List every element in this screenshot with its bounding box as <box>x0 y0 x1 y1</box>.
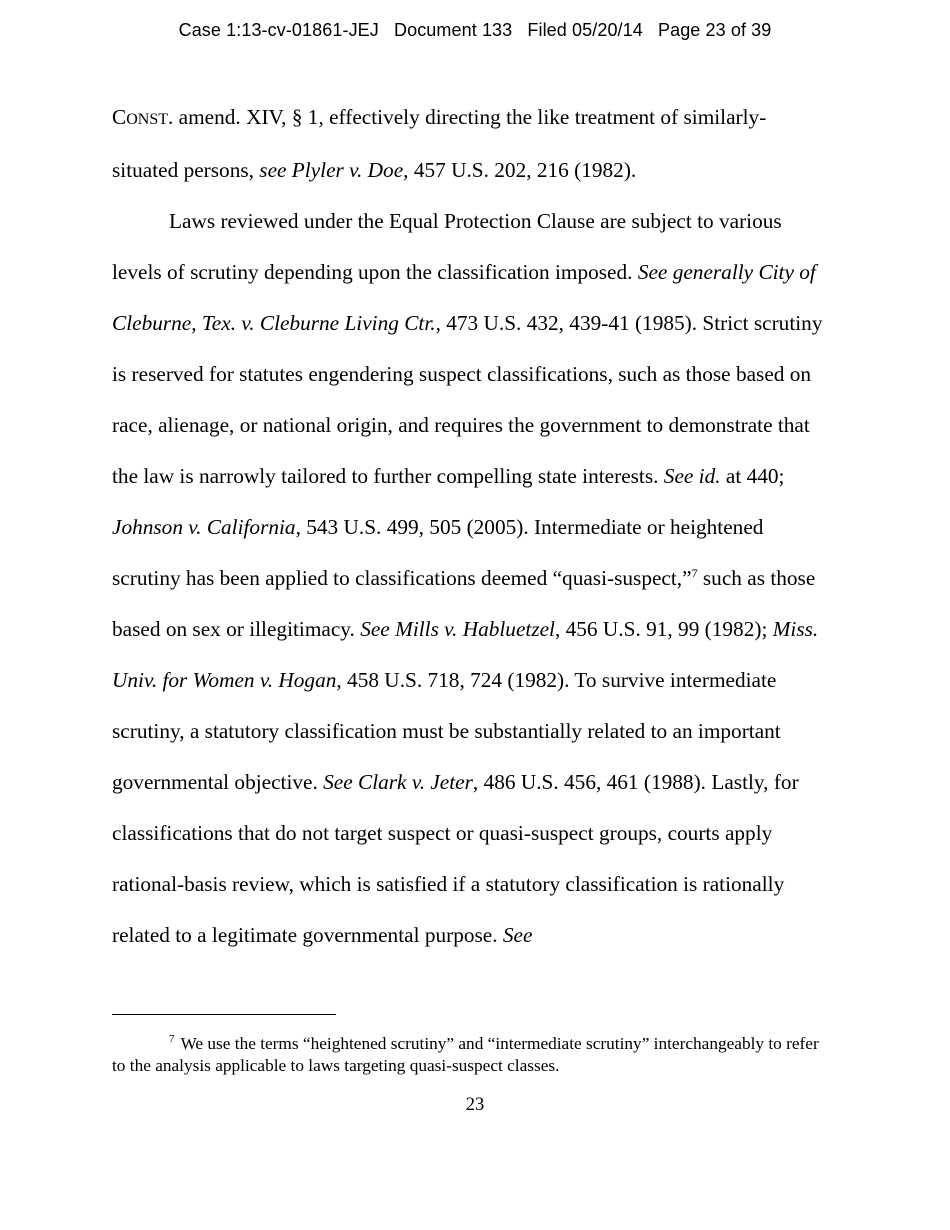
main-body <box>112 92 828 961</box>
text-run: , 473 U.S. 432, 439-41 (1985). Strict scrutiny is reserved for statutes engendering suspect classifications, such as those based on race, alienage, or national origin, and requires the government to demonstrate that the law is narrowly tailored to further compelling state interests. <box>112 311 823 488</box>
text-run: , 457 U.S. 202, 216 (1982). <box>403 158 637 182</box>
page-number: 23 <box>465 1095 485 1115</box>
filed-date: Filed 05/20/14 <box>527 20 643 40</box>
const-initial: C <box>112 105 127 129</box>
paragraph-continuation <box>112 92 828 196</box>
const-smallcaps: ONST <box>126 111 168 128</box>
page-of-total: Page 23 of 39 <box>657 20 772 40</box>
text-run: at 440; <box>720 464 785 488</box>
footnote <box>112 1033 834 1077</box>
footnote-separator <box>112 1014 336 1015</box>
text-run: , 456 U.S. 91, 99 (1982); <box>554 617 773 641</box>
text-run: Laws reviewed under the Equal Protection Clause are subject to various levels of scrutiny depending upon the classification imposed. <box>112 209 782 284</box>
case-citation: Johnson v. California <box>112 515 296 539</box>
text-run: such as those based on sex or illegitimacy. <box>112 566 816 641</box>
document-number: Document 133 <box>394 20 513 40</box>
text-run: , 458 U.S. 718, 724 (1982). To survive intermediate scrutiny, a statutory classification must be substantially related to an important governmental objective. <box>112 668 781 794</box>
paragraph-scrutiny <box>112 196 828 961</box>
case-number: Case 1:13-cv-01861-JEJ <box>178 20 379 40</box>
text-run: . amend. XIV, § 1, effectively directing the like treatment of similarly-situated persons, <box>112 105 767 182</box>
case-citation: See Clark v. Jeter <box>323 770 473 794</box>
footnote-reference: 7 <box>691 566 698 580</box>
case-citation: see Plyler v. Doe <box>259 158 404 182</box>
footnote-text: We use the terms “heightened scrutiny” and “intermediate scrutiny” interchangeably to refer to the analysis applicable to laws targeting quasi-suspect classes. <box>112 1034 819 1075</box>
footnote-number: 7 <box>169 1033 175 1045</box>
ecf-header <box>0 20 950 41</box>
case-citation: See generally City of Cleburne, Tex. v. Cleburne Living Ctr. <box>112 260 816 335</box>
case-citation: See id. <box>663 464 721 488</box>
text-run: , 486 U.S. 456, 461 (1988). Lastly, for classifications that do not target suspect or quasi-suspect groups, courts apply rational-basis review, which is satisfied if a statutory classification is rationally related to a legitimate governmental purpose. <box>112 770 799 947</box>
case-citation: Miss. Univ. for Women v. Hogan <box>112 617 819 692</box>
case-citation: See Mills v. Habluetzel <box>360 617 555 641</box>
text-run: , 543 U.S. 499, 505 (2005). Intermediate or heightened scrutiny has been applied to classifications deemed “quasi-suspect,” <box>112 515 764 590</box>
case-citation: See <box>502 923 533 947</box>
